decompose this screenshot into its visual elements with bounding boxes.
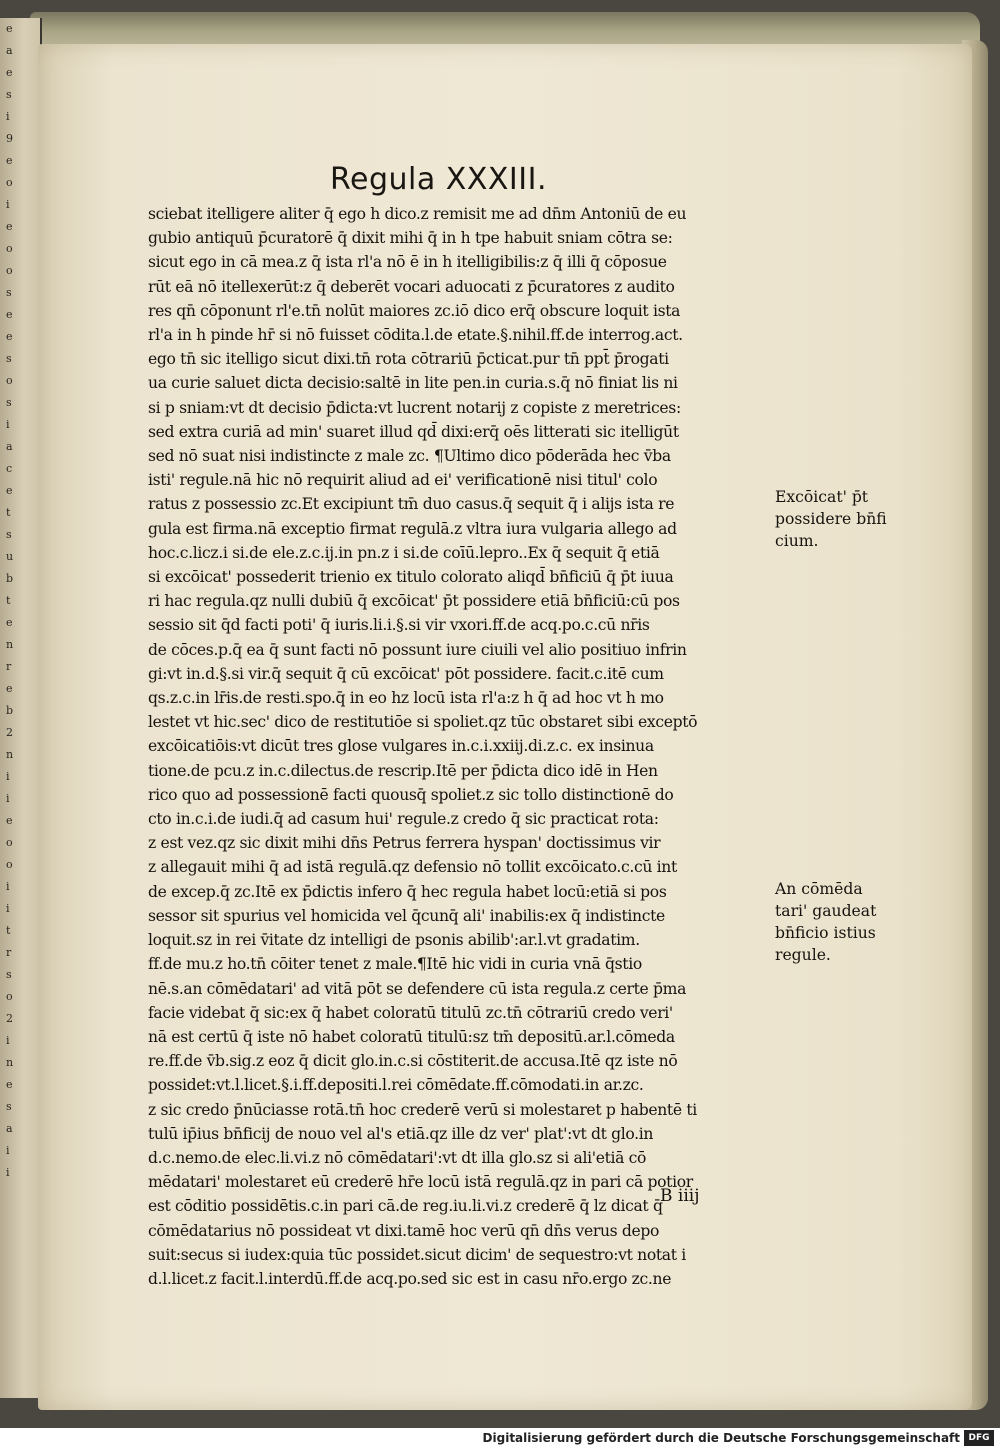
facing-page-glyph: a bbox=[6, 1122, 13, 1135]
text-line: de excep.q̄ zc.Itē ex p̄dictis infero q̄ hec regula habet locū:etiā si pos bbox=[148, 882, 667, 901]
marginal-note-line: tari' gaudeat bbox=[775, 902, 877, 920]
marginal-note-line: cium. bbox=[775, 532, 819, 550]
marginal-note-line: bn̄ficio istius bbox=[775, 924, 876, 942]
facing-page-glyph: i bbox=[6, 418, 10, 431]
text-line: sciebat itelligere aliter q̄ ego h dico.z remisit me ad dn̄m Antoniū de eu bbox=[148, 205, 687, 223]
text-line: cōmēdatarius nō possideat vt dixi.tamē hoc verū qn̄ dn̄s verus depo bbox=[148, 1221, 660, 1240]
text-line: z allegauit mihi q̄ ad istā regulā.qz defensio nō tollit excōicato.c.cū int bbox=[148, 858, 677, 877]
facing-page-glyph: o bbox=[6, 374, 13, 387]
text-line: sicut ego in cā mea.z q̄ ista rl'a nō ē in h itelligibilis:z q̄ illi q̄ cōposue bbox=[148, 253, 667, 272]
facing-page-glyph: s bbox=[6, 1100, 12, 1113]
text-line: ratus z possessio zc.Et excipiunt tm̄ duo casus.q̄ sequit q̄ i alijs ista re bbox=[148, 495, 675, 514]
text-line: excōicatiōis:vt dicūt tres glose vulgares in.c.i.xxiij.di.z.c. ex insinua bbox=[148, 737, 654, 756]
text-line: ua curie saluet dicta decisio:saltē in lite pen.in curia.s.q̄ nō finiat lis ni bbox=[148, 374, 678, 393]
facing-page-glyph: n bbox=[6, 1056, 14, 1069]
facing-page-glyph: s bbox=[6, 528, 12, 541]
facing-page-glyph: n bbox=[6, 638, 14, 651]
text-line: rico quo ad possessionē facti quousq̄ spoliet.z sic tollo distinctionē do bbox=[148, 785, 674, 804]
facing-page-glyph: i bbox=[6, 770, 10, 783]
facing-page-glyph: i bbox=[6, 880, 10, 893]
facing-page-glyph: t bbox=[6, 594, 11, 607]
facing-page-glyph: 2 bbox=[6, 1012, 13, 1025]
marginal-note-line: regule. bbox=[775, 946, 831, 964]
facing-page-glyph: s bbox=[6, 968, 12, 981]
facing-page-glyph: i bbox=[6, 902, 10, 915]
facing-page-glyph: i bbox=[6, 110, 10, 123]
marginal-note-line: An cōmēda bbox=[775, 880, 863, 898]
text-line: facie videbat q̄ sic:ex q̄ habet coloratū titulū zc.tn̄ cōtrariū credo veri' bbox=[148, 1003, 673, 1022]
facing-page-glyph: e bbox=[6, 66, 13, 79]
facing-page-glyph: r bbox=[6, 660, 12, 673]
facing-page-glyph: i bbox=[6, 1144, 10, 1157]
text-line: z sic credo p̄nūciasse rotā.tn̄ hoc crederē verū si molestaret p habentē ti bbox=[148, 1100, 697, 1119]
digitization-footer bbox=[0, 1428, 1000, 1450]
marginal-note-2 bbox=[775, 878, 935, 966]
text-line: si excōicat' possederit trienio ex titulo colorato aliqd̄ bn̄ficiū q̄ p̄t iuua bbox=[148, 568, 674, 587]
facing-page-glyph: e bbox=[6, 1078, 13, 1091]
facing-page-glyph: i bbox=[6, 792, 10, 805]
text-line: isti' regule.nā hic nō requirit aliud ad ei' verificationē nisi titul' colo bbox=[148, 471, 658, 490]
facing-page-glyph: n bbox=[6, 748, 14, 761]
text-line: gi:vt in.d.§.si vir.q̄ sequit q̄ cū excōicat' pōt possidere. facit.c.itē cum bbox=[148, 664, 664, 683]
text-line: rl'a in h pinde hr̄ si nō fuisset cōdita.l.de etate.§.nihil.ff.de interrog.act. bbox=[148, 326, 683, 345]
facing-page-glyph: t bbox=[6, 506, 11, 519]
facing-page-glyph: i bbox=[6, 1034, 10, 1047]
facing-page-glyph: o bbox=[6, 858, 13, 871]
text-line: rūt eā nō itellexerūt:z q̄ deberēt vocari aduocati z p̄curatores z audito bbox=[148, 277, 675, 296]
text-line: cto in.c.i.de iudi.q̄ ad casum hui' regule.z credo q̄ sic practicat rota: bbox=[148, 810, 659, 829]
text-line: gubio antiquū p̄curatorē q̄ dixit mihi q̄ in h tpe habuit sniam cōtra se: bbox=[148, 229, 673, 248]
facing-page-glyph: c bbox=[6, 462, 13, 475]
facing-page-glyph: o bbox=[6, 836, 13, 849]
marginal-note-1 bbox=[775, 486, 935, 552]
facing-page-edge bbox=[0, 18, 42, 1398]
text-line: tulū ip̄ius bn̄ficij de nouo vel al's etiā.qz ille dz ver' plat':vt dt glo.in bbox=[148, 1124, 654, 1143]
facing-page-glyph: e bbox=[6, 220, 13, 233]
text-line: d.l.licet.z facit.l.interdū.ff.de acq.po.sed sic est in casu nr̄o.ergo zc.ne bbox=[148, 1269, 672, 1288]
facing-page-glyph: r bbox=[6, 946, 12, 959]
text-line: suit:secus si iudex:quia tūc possidet.sicut dicim' de sequestro:vt notat i bbox=[148, 1245, 686, 1264]
text-line: re.ff.de v̄b.sig.z eoz q̄ dicit glo.in.c.si cōstiterit.de accusa.Itē qz iste nō bbox=[148, 1052, 678, 1071]
text-line: sessor sit spurius vel homicida vel q̄cunq̄ ali' inabilis:ex q̄ indistincte bbox=[148, 906, 665, 925]
text-line: d.c.nemo.de elec.li.vi.z nō cōmēdatari':vt dt illa glo.sz si ali'etiā cō bbox=[148, 1148, 647, 1167]
facing-page-glyph: a bbox=[6, 44, 13, 57]
facing-page-glyph: e bbox=[6, 814, 13, 827]
facing-page-glyph: o bbox=[6, 264, 13, 277]
text-line: hoc.c.licz.i si.de ele.z.c.ij.in pn.z i si.de coīū.lepro..Ex q̄ sequit q̄ etiā bbox=[148, 543, 660, 562]
main-text-column bbox=[148, 202, 773, 1291]
facing-page-glyph: e bbox=[6, 616, 13, 629]
text-line: qs.z.c.in lr̄is.de resti.spo.q̄ in eo hz locū ista rl'a:z h q̄ ad hoc vt h mo bbox=[148, 689, 664, 708]
text-line: nē.s.an cōmēdatari' ad vitā pōt se defendere cū ista regula.z certe p̄ma bbox=[148, 979, 687, 998]
text-line: si p sniam:vt dt decisio p̄dicta:vt lucrent notarij z copiste z meretrices: bbox=[148, 398, 681, 417]
text-line: ego tn̄ sic itelligo sicut dixi.tn̄ rota cōtrariū p̄cticat.pur tn̄ ppt̄ p̄rogati bbox=[148, 350, 669, 369]
marginal-note-line: Excōicat' p̄t bbox=[775, 488, 869, 506]
text-line: ri hac regula.qz nulli dubiū q̄ excōicat' p̄t possidere etiā bn̄ficiū:cū pos bbox=[148, 592, 680, 611]
facing-page-glyph: o bbox=[6, 176, 13, 189]
facing-page-glyph: e bbox=[6, 154, 13, 167]
text-line: ff.de mu.z ho.tn̄ cōiter tenet z male.¶Itē hic vidi in curia vnā q̄stio bbox=[148, 955, 642, 974]
text-line: nā est certū q̄ iste nō habet coloratū titulū:sz tm̄ depositū.ar.l.cōmeda bbox=[148, 1027, 675, 1046]
text-line: mēdatari' molestaret eū crederē hr̄e locū istā regulā.qz in pari cā potior bbox=[148, 1173, 693, 1192]
text-line: sed extra curiā ad min' suaret illud qd̄ dixi:erq̄ oēs litterati sic itelligūt bbox=[148, 422, 679, 441]
marginal-note-line: possidere bn̄fi bbox=[775, 510, 887, 528]
text-line: res qn̄ cōponunt rl'e.tn̄ nolūt maiores zc.iō dico erq̄ obscure loquit ista bbox=[148, 301, 681, 320]
running-head: Regula XXXIII. bbox=[330, 162, 547, 197]
facing-page-glyph: 2 bbox=[6, 726, 13, 739]
facing-page-glyph: a bbox=[6, 440, 13, 453]
facing-page-glyph: o bbox=[6, 990, 13, 1003]
text-line: lestet vt hic.sec' dico de restitutiōe si spoliet.qz tūc obstaret sibi exceptō bbox=[148, 713, 698, 732]
facing-page-glyph: s bbox=[6, 396, 12, 409]
text-line: z est vez.qz sic dixit mihi dn̄s Petrus ferrera hyspan' doctissimus vir bbox=[148, 834, 661, 853]
text-line: sessio sit q̄d facti poti' q̄ iuris.li.i.§.si vir vxori.ff.de acq.po.c.cū nr̄is bbox=[148, 616, 650, 635]
facing-page-glyph: i bbox=[6, 1166, 10, 1179]
signature-mark: B iiij bbox=[660, 1186, 700, 1206]
facing-page-glyph: b bbox=[6, 572, 14, 585]
text-line: est cōditio possidētis.c.in pari cā.de reg.iu.li.vi.z crederē q̄ lz dicat q̄ bbox=[148, 1197, 663, 1216]
text-line: de cōces.p.q̄ ea q̄ sunt facti nō possunt iure ciuili vel alio positiuo infrin bbox=[148, 640, 687, 659]
facing-page-glyph: o bbox=[6, 242, 13, 255]
facing-page-glyph: s bbox=[6, 286, 12, 299]
facing-page-glyph: 9 bbox=[6, 132, 13, 145]
text-line: sed nō suat nisi indistincte z male zc. ¶Ultimo dico pōderāda hec v̄ba bbox=[148, 447, 671, 466]
facing-page-glyph: s bbox=[6, 88, 12, 101]
text-line: gula est firma.nā exceptio firmat regulā.z vltra iura vulgaria allego ad bbox=[148, 519, 677, 538]
text-line: tione.de pcu.z in.c.dilectus.de rescrip.Itē per p̄dicta dico idē in Hen bbox=[148, 761, 658, 780]
facing-page-glyph: u bbox=[6, 550, 14, 563]
facing-page-glyph: e bbox=[6, 484, 13, 497]
dfg-logo: DFG bbox=[964, 1430, 994, 1446]
facing-page-glyph: e bbox=[6, 308, 13, 321]
facing-page-glyph: b bbox=[6, 704, 14, 717]
facing-page-glyph: i bbox=[6, 198, 10, 211]
facing-page-glyph: s bbox=[6, 352, 12, 365]
facing-page-glyph: e bbox=[6, 330, 13, 343]
text-line: possidet:vt.l.licet.§.i.ff.depositi.l.rei cōmēdate.ff.cōmodati.in ar.zc. bbox=[148, 1076, 644, 1095]
footer-credit: Digitalisierung gefördert durch die Deutsche Forschungsgemeinschaft bbox=[482, 1431, 960, 1445]
facing-page-glyph: e bbox=[6, 682, 13, 695]
facing-page-glyph: t bbox=[6, 924, 11, 937]
facing-page-glyph: e bbox=[6, 22, 13, 35]
text-line: loquit.sz in rei v̄itate dz intelligi de psonis abilib':ar.l.vt gradatim. bbox=[148, 931, 640, 950]
